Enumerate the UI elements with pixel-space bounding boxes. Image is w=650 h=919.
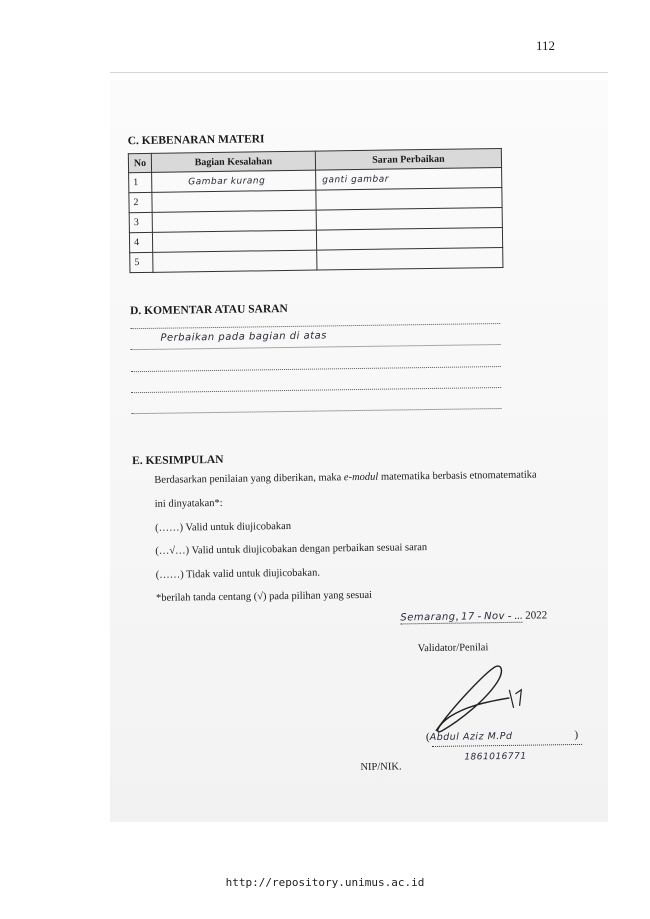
handwritten-nip: 1861016771 — [464, 751, 527, 763]
option-not-valid — [156, 568, 320, 581]
handwritten-kesalahan: Gambar kurang — [188, 176, 266, 188]
option-mark-checked: (…√…) — [155, 545, 190, 557]
intro-text-pre: Berdasarkan penilaian yang diberikan, maka — [154, 472, 344, 486]
signature-image — [413, 650, 534, 742]
section-d-title: D. KOMENTAR ATAU SARAN — [129, 302, 288, 318]
row-saran — [316, 227, 502, 250]
header-divider — [110, 72, 608, 73]
section-e-title: E. KESIMPULAN — [132, 453, 224, 468]
row-number: 1 — [129, 172, 152, 192]
scanned-page — [110, 80, 608, 822]
option-mark: (……) — [154, 522, 184, 534]
footer-url: http://repository.unimus.ac.id — [225, 876, 425, 889]
handwritten-validator-name: Abdul Aziz M.Pd — [429, 730, 513, 744]
comment-line — [131, 344, 501, 350]
option-valid — [155, 521, 291, 534]
comment-line — [131, 387, 501, 393]
conclusion-intro-line2: ini dinyatakan*: — [154, 497, 223, 510]
header-saran-perbaikan: Saran Perbaikan — [315, 148, 501, 170]
handwritten-month: Nov — [483, 610, 506, 623]
open-paren: ( — [425, 731, 430, 744]
date-blank: Semarang, 17 - Nov - ... — [400, 609, 523, 624]
row-kesalahan — [152, 170, 316, 192]
name-dotted-line — [432, 744, 582, 747]
date-year: 2022 — [525, 609, 548, 622]
row-number: 4 — [129, 232, 152, 252]
row-kesalahan — [153, 250, 317, 272]
row-saran — [316, 187, 502, 210]
table-row — [130, 247, 503, 272]
nip-label: NIP/NIK. — [360, 761, 402, 774]
comment-line — [131, 408, 501, 414]
handwritten-place: Semarang — [400, 611, 456, 624]
handwritten-comment: Perbaikan pada bagian di atas — [160, 330, 328, 344]
intro-text-emphasis: e-modul — [343, 471, 379, 484]
intro-text-post: matematika berbasis etnomatematika — [378, 469, 537, 483]
validator-label: Validator/Penilai — [417, 642, 489, 655]
row-saran — [316, 207, 502, 230]
row-saran — [317, 247, 503, 270]
row-number: 5 — [130, 252, 153, 272]
option-text: Valid untuk diujicobakan — [182, 520, 292, 534]
row-kesalahan — [152, 210, 316, 232]
row-saran — [316, 167, 502, 190]
header-no: No — [128, 153, 151, 172]
option-text: Tidak valid untuk diujicobakan. — [183, 567, 320, 581]
option-text: Valid untuk diujicobakan dengan perbaikan sesuai saran — [189, 542, 428, 557]
close-paren: ) — [574, 728, 579, 742]
row-number: 2 — [129, 192, 152, 212]
kebenaran-materi-table — [128, 148, 504, 273]
option-valid-with-revision — [155, 542, 427, 557]
signing-date — [400, 609, 547, 624]
handwritten-saran: ganti gambar — [322, 174, 390, 186]
comment-line — [131, 366, 501, 372]
scanned-content — [105, 77, 613, 826]
validator-name-line — [426, 729, 578, 743]
handwritten-day: 17 — [461, 611, 475, 623]
comment-line — [130, 323, 500, 329]
conclusion-note: *berilah tanda centang (√) pada pilihan yang sesuai — [155, 589, 373, 604]
option-mark: (……) — [155, 569, 184, 581]
section-c-title: C. KEBENARAN MATERI — [127, 133, 265, 148]
conclusion-intro-line1 — [154, 470, 536, 486]
row-kesalahan — [152, 190, 316, 212]
header-bagian-kesalahan: Bagian Kesalahan — [151, 151, 315, 172]
row-number: 3 — [129, 212, 152, 232]
row-kesalahan — [152, 230, 316, 252]
page-number: 112 — [536, 38, 556, 53]
